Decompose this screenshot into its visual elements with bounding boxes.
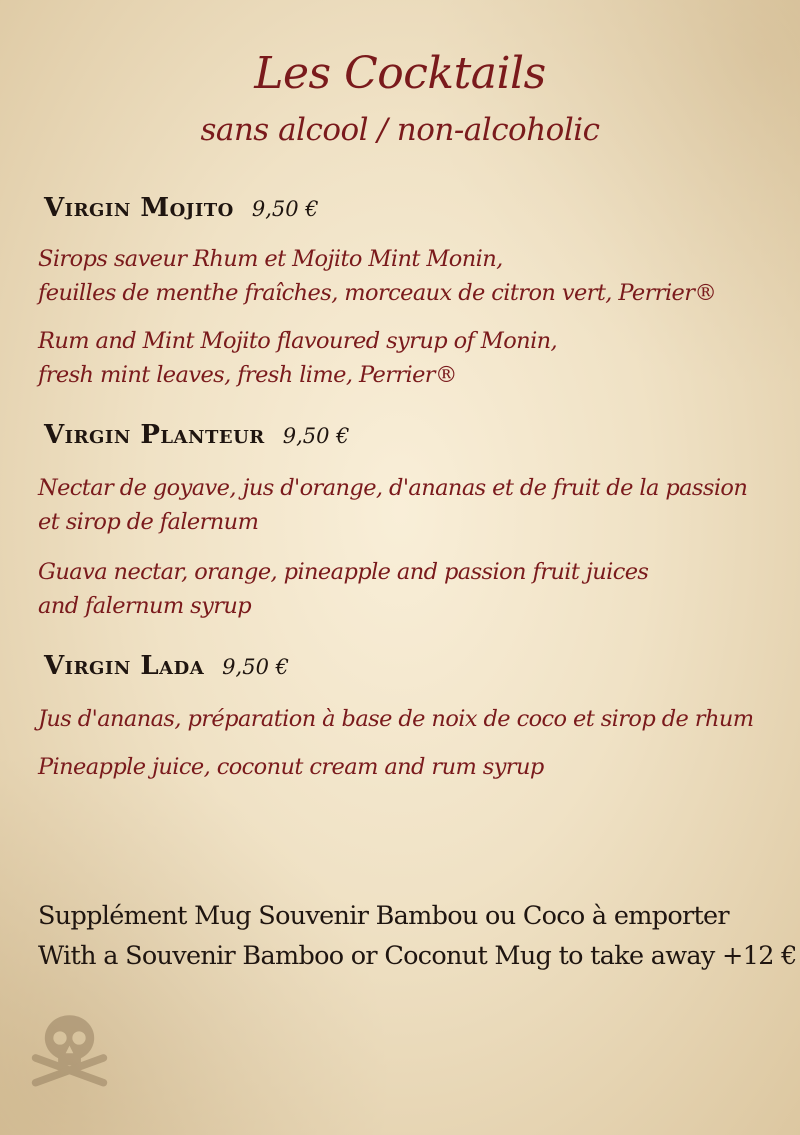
item-description-en [38,750,758,784]
item-description-fr [38,242,758,310]
item-price: 9,50 € [251,197,319,221]
item-description-en [38,555,758,623]
item-name: Virgin Planteur [44,420,265,450]
item-price: 9,50 € [222,655,289,679]
mug-supplement-note [38,896,797,976]
description-line: fresh mint leaves, fresh lime, Perrier® [38,362,457,388]
item-name: Virgin Lada [44,651,205,681]
description-line: Guava nectar, orange, pineapple and passion fruit juices [38,559,649,585]
menu-item-heading [44,193,319,223]
menu-item-heading [44,651,289,681]
description-line: Pineapple juice, coconut cream and rum syrup [38,754,544,780]
description-line: et sirop de falernum [38,509,259,535]
footer-line-en: With a Souvenir Bamboo or Coconut Mug to take away +12 € [38,941,797,971]
description-line: Nectar de goyave, jus d'orange, d'ananas et de fruit de la passion [38,475,748,501]
description-line: feuilles de menthe fraîches, morceaux de citron vert, Perrier® [38,280,717,306]
item-name: Virgin Mojito [44,193,234,223]
item-description-en [38,324,758,392]
description-line: Rum and Mint Mojito flavoured syrup of Monin, [38,328,558,354]
footer-line-fr: Supplément Mug Souvenir Bambou ou Coco à emporter [38,901,729,931]
menu-subtitle: sans alcool / non-alcoholic [200,112,600,148]
item-description-fr [38,702,758,736]
description-line: and falernum syrup [38,593,252,619]
menu-title: Les Cocktails [254,48,546,99]
description-line: Jus d'ananas, préparation à base de noix de coco et sirop de rhum [38,706,754,732]
skull-crossbones-icon [22,1000,117,1095]
item-price: 9,50 € [282,424,350,448]
item-description-fr [38,471,758,539]
menu-item-heading [44,420,350,450]
description-line: Sirops saveur Rhum et Mojito Mint Monin, [38,246,503,272]
